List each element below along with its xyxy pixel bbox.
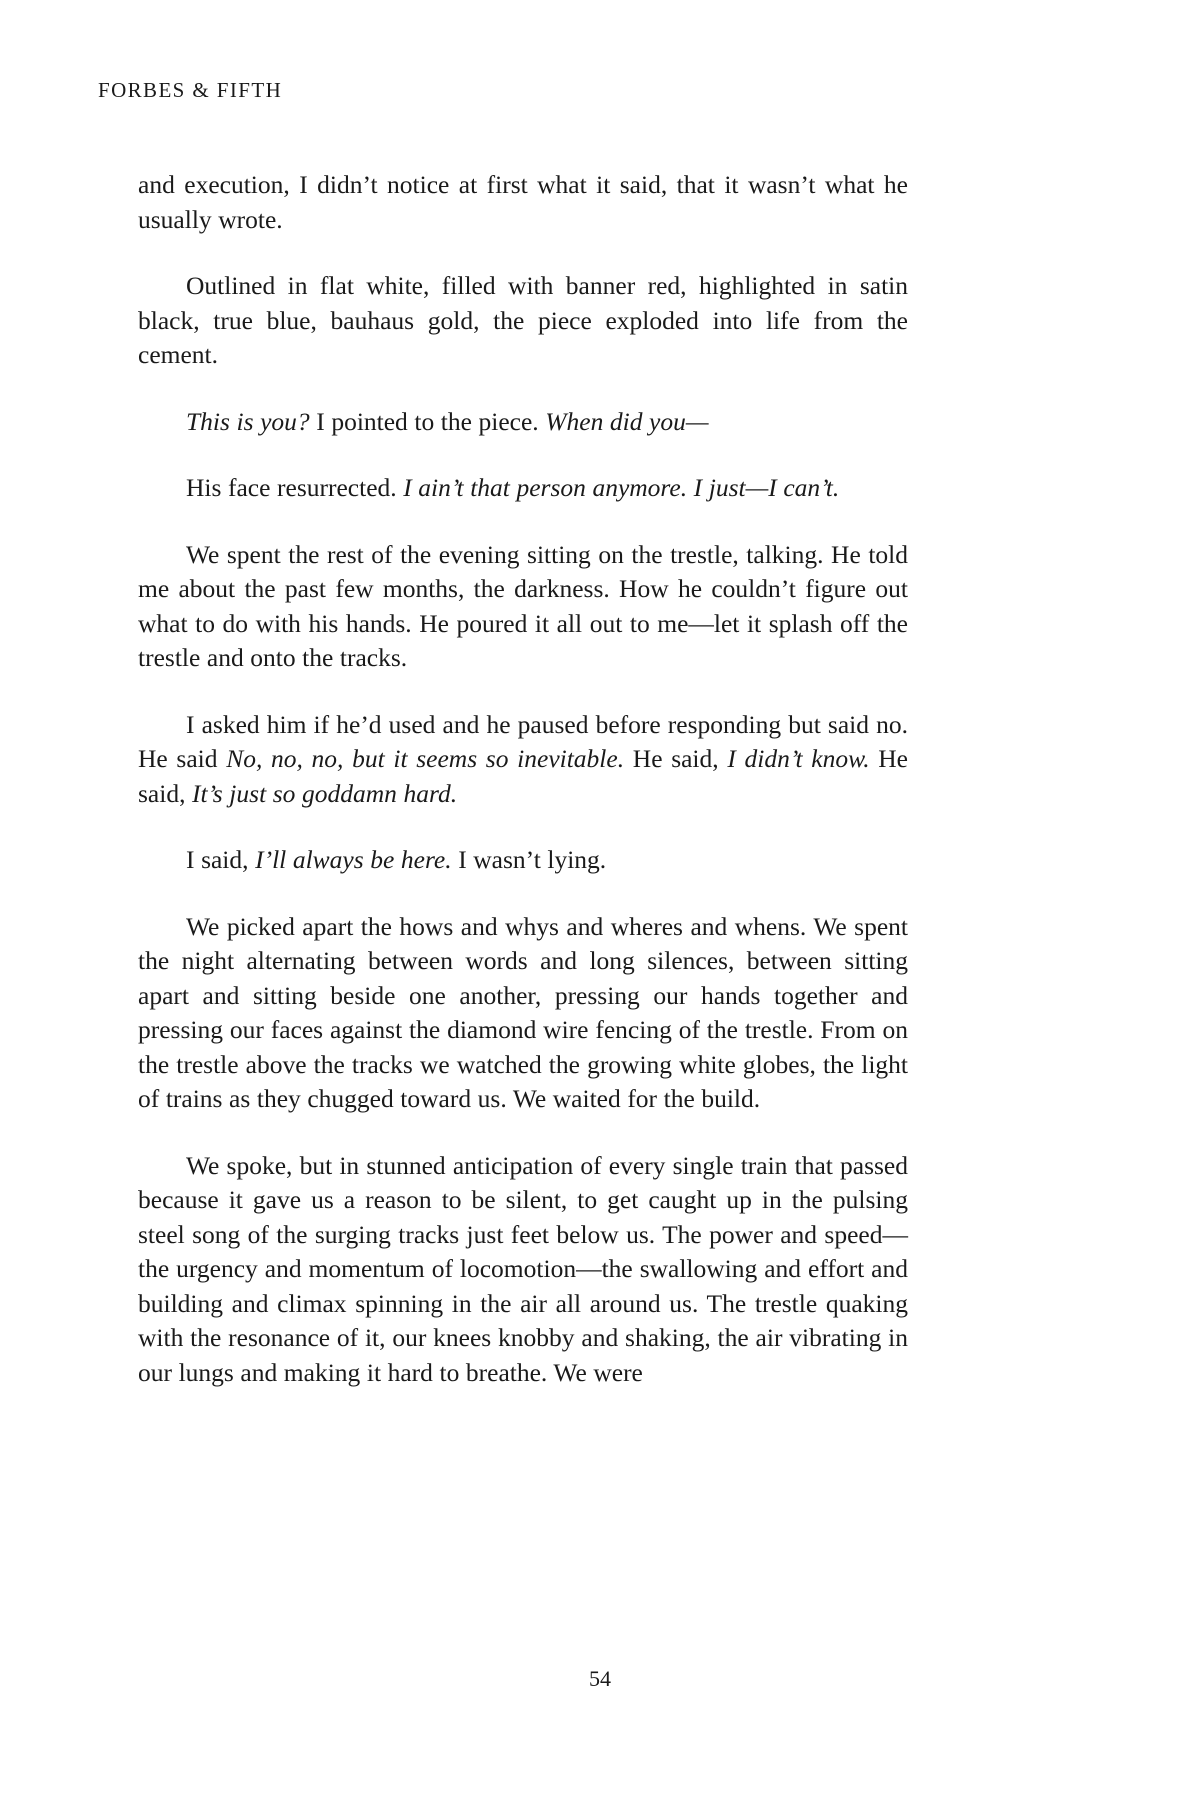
text-run: We spent the rest of the evening sitting on the trestle, talking. He told me about the past few months, the darkness. How he couldn’t figure out what to do with his hands. He poured it all out to me—let it splash off the trestle and onto the tracks.: [138, 539, 908, 672]
text-run: I said,: [186, 845, 256, 874]
italic-run: I didn’t know.: [727, 744, 870, 773]
text-run: and execution, I didn’t notice at first what it said, that it wasn’t what he usually wrote.: [138, 170, 908, 234]
paragraph: [138, 168, 908, 237]
italic-run: I’ll always be here.: [255, 845, 452, 874]
paragraph: [138, 910, 908, 1117]
italic-run: This is you?: [186, 406, 310, 436]
page-number: 54: [589, 1666, 611, 1691]
text-run: I asked him if he’d used and he paused before responding but said no. He said: [138, 709, 908, 773]
text-run: Outlined in flat white, filled with banner red, highlighted in satin black, true blue, bauhaus gold, the piece exploded into life from the cement.: [138, 271, 908, 369]
paragraph: [138, 269, 908, 373]
text-run: His face resurrected.: [186, 473, 404, 502]
text-run: He said,: [138, 744, 908, 808]
paragraph: [138, 471, 908, 506]
text-run: I pointed to the piece.: [309, 406, 546, 436]
paragraph: [138, 538, 908, 676]
italic-run: I ain’t that person anymore. I just—I can’t.: [403, 473, 840, 502]
paragraph: [138, 405, 908, 440]
italic-run: It’s just so goddamn hard.: [192, 778, 458, 808]
paragraph: [138, 1149, 908, 1391]
running-head: FORBES & FIFTH: [98, 78, 283, 102]
text-run: I wasn’t lying.: [451, 845, 607, 874]
text-run: We picked apart the hows and whys and wheres and whens. We spent the night alternating between words and long silences, between sitting apart and sitting beside one another, pressing our hands together and pressing our faces against the diamond wire fencing of the trestle. From on the trestle above the tracks we watched the growing white globes, the light of trains as they chugged toward us. We waited for the build.: [138, 911, 908, 1113]
italic-run: When did you—: [545, 406, 709, 436]
paragraph: [138, 708, 908, 812]
italic-run: No, no, no, but it seems so inevitable.: [226, 744, 625, 773]
paragraph: [138, 843, 908, 878]
body-text-block: [138, 168, 908, 1390]
text-run: We spoke, but in stunned anticipation of every single train that passed because it gave us a reason to be silent, to get caught up in the pulsing steel song of the surging tracks just feet below us. The power and speed—the urgency and momentum of locomotion—the swallowing and effort and building and climax spinning in the air all around us. The trestle quaking with the resonance of it, our knees knobby and shaking, the air vibrating in our lungs and making it hard to breathe. We were: [138, 1150, 908, 1387]
text-run: He said,: [624, 744, 728, 773]
